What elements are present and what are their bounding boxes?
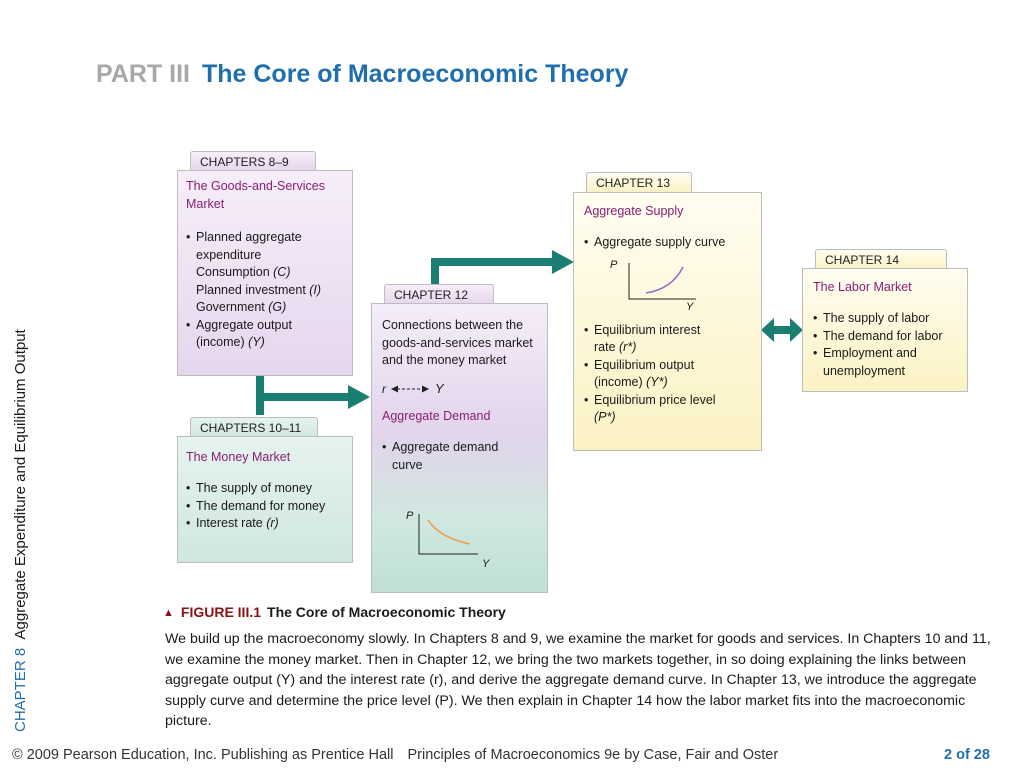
double-arrow-ch13-ch14 xyxy=(761,318,803,342)
tab-chapter-13: CHAPTER 13 xyxy=(586,172,692,192)
list-item: • Aggregate supply curve xyxy=(584,234,751,252)
list-item: • Interest rate (r) xyxy=(186,515,344,533)
book-title: Principles of Macroeconomics 9e by Case, Fair and Oster xyxy=(407,747,779,763)
list-item: • Equilibrium interest rate (r*) xyxy=(584,322,724,357)
plot-x-label: Y xyxy=(686,301,694,313)
tab-chapter-14: CHAPTER 14 xyxy=(815,249,947,269)
list-item: • The demand for money xyxy=(186,498,344,516)
list-item: • Aggregate output (income) (Y) xyxy=(186,317,326,352)
plot-y-label: P xyxy=(610,259,618,271)
list-item: • Aggregate demand curve xyxy=(382,439,522,474)
plot-x-label: Y xyxy=(482,558,490,570)
list-item: • Employment and unemployment xyxy=(813,345,943,380)
list-item: • The supply of money xyxy=(186,480,344,498)
side-chapter-number: CHAPTER 8 xyxy=(12,647,29,732)
ch12-intro-text: Connections between the goods-and-services market and the money market xyxy=(382,318,533,367)
labor-market-list xyxy=(813,310,957,380)
connector-ch12-to-ch13 xyxy=(431,258,555,266)
slide-title xyxy=(96,60,628,89)
box-money-market xyxy=(177,436,353,563)
box-goods-and-services-market xyxy=(177,170,353,376)
box-labor-market xyxy=(802,268,968,392)
plot-y-label: P xyxy=(406,510,414,522)
copyright-text: © 2009 Pearson Education, Inc. Publishing as Prentice Hall xyxy=(12,747,394,763)
aggregate-demand-heading: Aggregate Demand xyxy=(382,409,491,423)
labor-market-heading: The Labor Market xyxy=(813,280,912,294)
money-market-heading: The Money Market xyxy=(186,450,291,464)
triangle-icon: ▲ xyxy=(163,607,174,619)
aggregate-supply-heading: Aggregate Supply xyxy=(584,204,684,218)
figure-caption-body: We build up the macroeconomy slowly. In Chapters 8 and 9, we examine the market for goods and services. In Chapters 10 and 11, we examine the money market. Then in Chapter 12, we bring the two markets together, in so doing explaining the links between aggregate output (Y) and the interest rate (r), and derive the aggregate demand curve. In Chapter 13, we introduce the aggregate supply curve and determine the price level (P). We then explain in Chapter 14 how the labor market fits into the macroeconomic picture. xyxy=(165,631,991,729)
part-label: PART III xyxy=(96,60,190,88)
equilibrium-list xyxy=(584,322,751,427)
box-aggregate-demand xyxy=(371,303,548,593)
goods-market-heading: The Goods-and-Services Market xyxy=(186,179,325,211)
box-aggregate-supply xyxy=(573,192,762,451)
tab-chapter-12: CHAPTER 12 xyxy=(384,284,494,304)
list-item: • Planned aggregate expenditure xyxy=(186,229,326,264)
list-item: • Equilibrium output (income) (Y*) xyxy=(584,357,724,392)
arrow-to-ch12 xyxy=(348,385,372,409)
money-market-list xyxy=(186,480,344,533)
side-chapter-title: Aggregate Expenditure and Equilibrium Output xyxy=(12,329,29,640)
figure-number: FIGURE III.1 xyxy=(180,604,262,620)
list-item: Consumption (C) xyxy=(196,265,291,279)
tab-chapters-8-9: CHAPTERS 8–9 xyxy=(190,151,316,171)
side-chapter-label xyxy=(8,172,34,732)
figure-caption-heading xyxy=(163,604,506,620)
list-item: Government (G) xyxy=(196,300,287,314)
list-item: • The supply of labor xyxy=(813,310,957,328)
goods-market-list xyxy=(186,229,344,264)
list-item: • The demand for labor xyxy=(813,328,957,346)
connector-ch8-to-ch12 xyxy=(262,393,352,401)
footer xyxy=(12,747,778,763)
list-item: Planned investment (I) xyxy=(196,282,322,297)
title-text: The Core of Macroeconomic Theory xyxy=(201,60,629,88)
tab-chapters-10-11: CHAPTERS 10–11 xyxy=(190,417,318,437)
r-y-relation: r Y xyxy=(382,380,444,396)
figure-title: The Core of Macroeconomic Theory xyxy=(267,604,506,620)
list-item: • Equilibrium price level (P*) xyxy=(584,392,724,427)
page-number: 2 of 28 xyxy=(944,747,990,763)
